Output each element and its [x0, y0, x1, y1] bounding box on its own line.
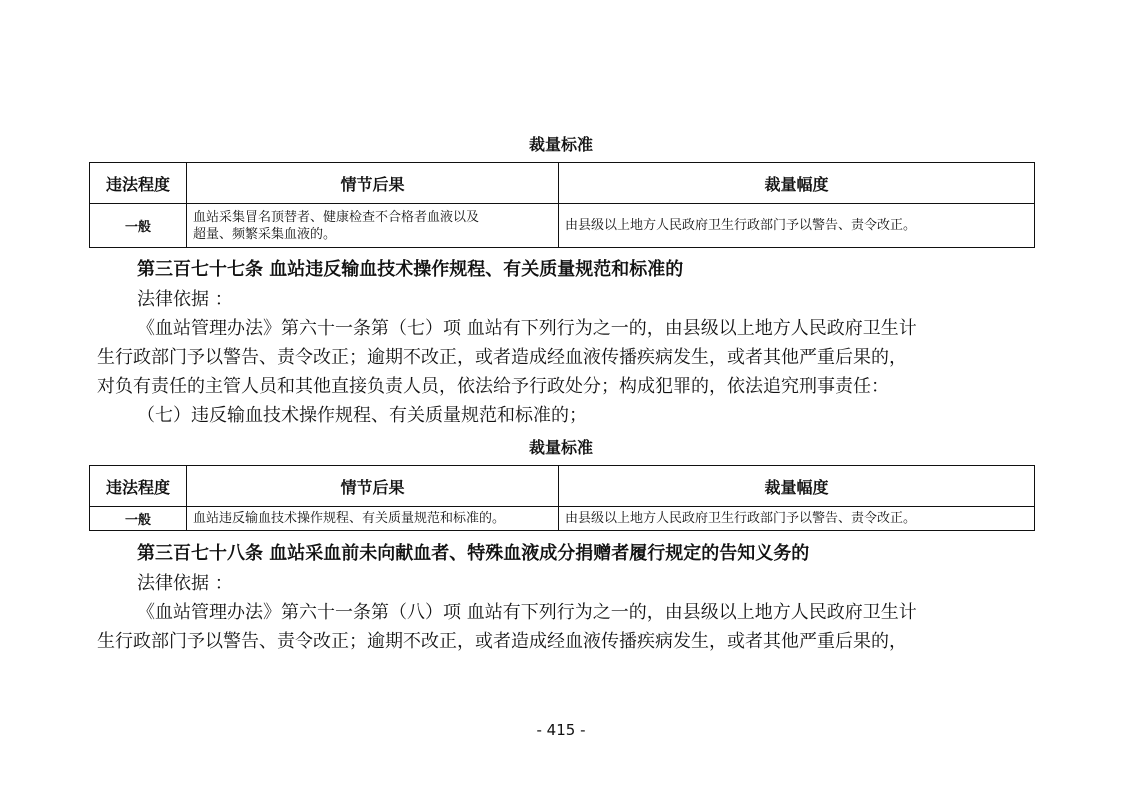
table2-title: 裁量标准 — [528, 438, 593, 457]
legal-basis-label: 法律依据 ： — [137, 573, 233, 594]
consequence-line: 超量、频繁采集血液的。 — [193, 226, 337, 242]
degree-cell: 一般 — [90, 204, 187, 248]
degree-cell: 一般 — [90, 507, 187, 531]
table1 — [89, 162, 1035, 248]
paragraph-line: 《血站管理办法》第六十一条第（七）项 血站有下列行为之一的，由县级以上地方人民政府卫生计 — [137, 318, 917, 339]
consequence-cell — [187, 204, 559, 248]
paragraph-line: （七）违反输血技术操作规程、有关质量规范和标准的； — [137, 405, 587, 426]
article-378-heading: 第三百七十八条 血站采血前未向献血者、特殊血液成分捐赠者履行规定的告知义务的 — [137, 543, 810, 564]
table1-title: 裁量标准 — [528, 135, 593, 154]
table-row — [90, 204, 1035, 248]
header-circumstances: 情节后果 — [187, 466, 559, 507]
table2-header-row — [90, 466, 1035, 507]
paragraph-line: 对负有责任的主管人员和其他直接负责人员，依法给予行政处分；构成犯罪的，依法追究刑事责任： — [97, 376, 889, 397]
paragraph-line: 生行政部门予以警告、责令改正；逾期不改正，或者造成经血液传播疾病发生，或者其他严重后果的， — [97, 631, 907, 652]
table2 — [89, 465, 1035, 531]
consequence-line: 血站采集冒名顶替者、健康检查不合格者血液以及 — [193, 209, 480, 225]
header-violation-degree: 违法程度 — [90, 163, 187, 204]
range-cell: 由县级以上地方人民政府卫生行政部门予以警告、责令改正。 — [559, 204, 1035, 248]
range-cell: 由县级以上地方人民政府卫生行政部门予以警告、责令改正。 — [559, 507, 1035, 531]
article-377-heading: 第三百七十七条 血站违反输血技术操作规程、有关质量规范和标准的 — [137, 259, 684, 280]
header-discretion-range: 裁量幅度 — [559, 163, 1035, 204]
consequence-cell: 血站违反输血技术操作规程、有关质量规范和标准的。 — [187, 507, 559, 531]
page-number: - 415 - — [536, 721, 586, 739]
header-violation-degree: 违法程度 — [90, 466, 187, 507]
header-discretion-range: 裁量幅度 — [559, 466, 1035, 507]
legal-basis-label: 法律依据 ： — [137, 289, 233, 310]
header-circumstances: 情节后果 — [187, 163, 559, 204]
paragraph-line: 生行政部门予以警告、责令改正；逾期不改正，或者造成经血液传播疾病发生，或者其他严重后果的， — [97, 347, 907, 368]
table1-header-row — [90, 163, 1035, 204]
paragraph-line: 《血站管理办法》第六十一条第（八）项 血站有下列行为之一的，由县级以上地方人民政府卫生计 — [137, 602, 917, 623]
table-row — [90, 507, 1035, 531]
